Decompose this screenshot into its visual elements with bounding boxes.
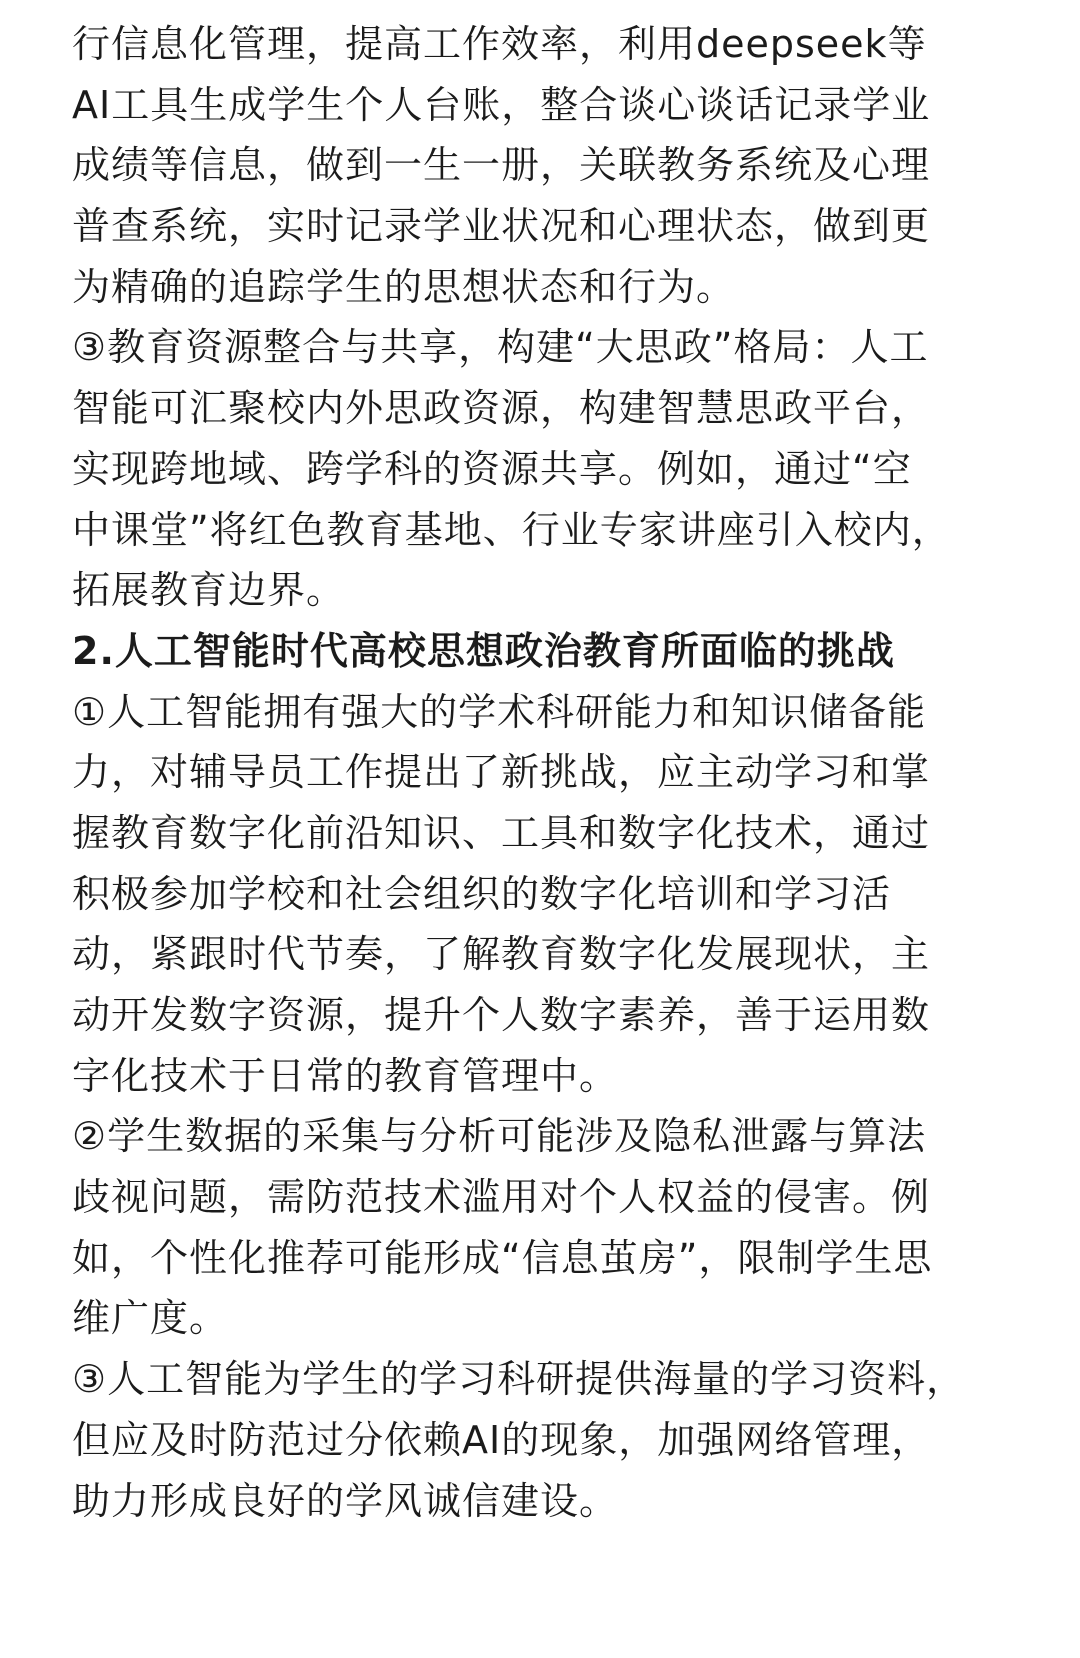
text-line: 动，紧跟时代节奏，了解教育数字化发展现状，主 [72,932,931,977]
text-line: 拓展教育边界。 [72,568,346,613]
text-line: 维广度。 [72,1296,229,1341]
text-line: ②学生数据的采集与分析可能涉及隐私泄露与算法 [72,1114,927,1159]
text-line: 助力形成良好的学风诚信建设。 [72,1478,619,1523]
text-line: 成绩等信息，做到一生一册，关联教务系统及心理 [72,143,931,188]
text-line: 握教育数字化前沿知识、工具和数字化技术，通过 [72,810,931,855]
text-line: 普查系统，实时记录学业状况和心理状态，做到更 [72,204,931,249]
text-line: 歧视问题，需防范技术滥用对个人权益的侵害。例 [72,1175,931,1220]
text-line: ③人工智能为学生的学习科研提供海量的学习资料， [72,1357,966,1402]
text-line: 智能可汇聚校内外思政资源，构建智慧思政平台， [72,386,931,431]
text-line: ③教育资源整合与共享，构建“大思政”格局：人工 [72,325,929,370]
text-line: 积极参加学校和社会组织的数字化培训和学习活 [72,871,892,916]
text-line: 行信息化管理，提高工作效率，利用deepseek等 [72,22,927,66]
text-line: 中课堂”将红色教育基地、行业专家讲座引入校内， [72,507,951,552]
text-line: 实现跨地域、跨学科的资源共享。例如，通过“空 [72,446,912,491]
text-line: 为精确的追踪学生的思想状态和行为。 [72,264,736,309]
text-line: AI工具生成学生个人台账，整合谈心谈话记录学业 [72,82,931,127]
text-line: 字化技术于日常的教育管理中。 [72,1053,619,1098]
text-line: 动开发数字资源，提升个人数字素养，善于运用数 [72,993,931,1037]
section-heading: 2.人工智能时代高校思想政治教育所面临的挑战 [72,628,895,673]
text-line: 但应及时防范过分依赖AI的现象，加强网络管理， [72,1417,931,1462]
text-line: ①人工智能拥有强大的学术科研能力和知识储备能 [72,689,927,734]
text-line: 力，对辅导员工作提出了新挑战，应主动学习和掌 [72,750,931,795]
text-line: 如，个性化推荐可能形成“信息茧房”，限制学生思 [72,1235,933,1280]
